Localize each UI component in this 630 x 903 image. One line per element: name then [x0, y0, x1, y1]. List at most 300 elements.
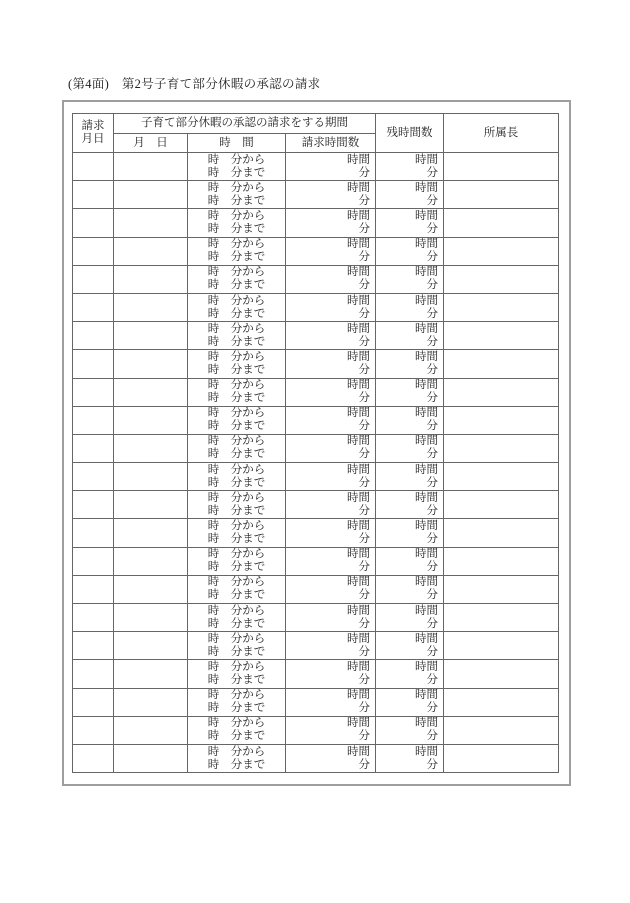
request-date-cell — [73, 716, 114, 744]
time-from-label: 時 分から — [207, 463, 266, 476]
supervisor-cell — [444, 350, 559, 378]
request-date-cell — [73, 406, 114, 434]
table-row — [73, 434, 559, 462]
supervisor-cell — [444, 632, 559, 660]
time-to-label: 時 分まで — [207, 363, 266, 376]
remaining-minutes-label: 分 — [426, 673, 439, 686]
requested-minutes-label: 分 — [358, 645, 371, 658]
table-row — [73, 604, 559, 632]
remaining-hours-label: 時間 — [415, 181, 439, 194]
requested-hours-label: 時間 — [347, 745, 371, 758]
remaining-minutes-label: 分 — [426, 533, 439, 546]
remaining-hours-cell — [376, 688, 444, 716]
request-date-cell — [73, 491, 114, 519]
month-day-cell — [114, 463, 188, 491]
requested-hours-cell — [286, 632, 376, 660]
remaining-minutes-label: 分 — [426, 504, 439, 517]
requested-hours-label: 時間 — [347, 238, 371, 251]
time-to-label: 時 分まで — [207, 730, 266, 743]
remaining-hours-cell — [376, 293, 444, 321]
time-from-label: 時 分から — [207, 294, 266, 307]
requested-hours-label: 時間 — [347, 435, 371, 448]
requested-hours-label: 時間 — [347, 632, 371, 645]
remaining-minutes-label: 分 — [426, 476, 439, 489]
requested-hours-cell — [286, 322, 376, 350]
time-from-label: 時 分から — [207, 717, 266, 730]
request-date-cell — [73, 463, 114, 491]
time-to-label: 時 分まで — [207, 589, 266, 602]
requested-minutes-label: 分 — [358, 392, 371, 405]
time-to-label: 時 分まで — [207, 307, 266, 320]
table-row — [73, 632, 559, 660]
requested-minutes-label: 分 — [358, 363, 371, 376]
supervisor-cell — [444, 519, 559, 547]
remaining-hours-label: 時間 — [415, 238, 439, 251]
requested-hours-label: 時間 — [347, 181, 371, 194]
request-date-cell — [73, 632, 114, 660]
time-to-label: 時 分まで — [207, 673, 266, 686]
time-to-label: 時 分まで — [207, 702, 266, 715]
requested-hours-label: 時間 — [347, 548, 371, 561]
requested-minutes-label: 分 — [358, 533, 371, 546]
remaining-hours-cell — [376, 265, 444, 293]
request-date-cell — [73, 519, 114, 547]
month-day-cell — [114, 519, 188, 547]
request-date-cell — [73, 153, 114, 181]
request-date-cell — [73, 744, 114, 772]
remaining-hours-cell — [376, 463, 444, 491]
time-to-label: 時 分まで — [207, 504, 266, 517]
month-day-cell — [114, 322, 188, 350]
table-row — [73, 322, 559, 350]
requested-hours-label: 時間 — [347, 576, 371, 589]
time-from-label: 時 分から — [207, 407, 266, 420]
time-to-label: 時 分まで — [207, 448, 266, 461]
requested-hours-cell — [286, 660, 376, 688]
requested-minutes-label: 分 — [358, 251, 371, 264]
table-row — [73, 237, 559, 265]
requested-hours-cell — [286, 209, 376, 237]
remaining-hours-label: 時間 — [415, 350, 439, 363]
supervisor-cell — [444, 406, 559, 434]
requested-minutes-label: 分 — [358, 222, 371, 235]
time-from-label: 時 分から — [207, 435, 266, 448]
time-from-label: 時 分から — [207, 660, 266, 673]
header-request-date-line1: 請求 — [81, 120, 105, 132]
request-date-cell — [73, 209, 114, 237]
remaining-minutes-label: 分 — [426, 617, 439, 630]
month-day-cell — [114, 153, 188, 181]
remaining-hours-cell — [376, 575, 444, 603]
time-from-label: 時 分から — [207, 491, 266, 504]
time-range-cell — [188, 322, 286, 350]
month-day-cell — [114, 604, 188, 632]
requested-hours-label: 時間 — [347, 407, 371, 420]
remaining-hours-label: 時間 — [415, 209, 439, 222]
header-requested-hours: 請求時間数 — [286, 133, 376, 153]
month-day-cell — [114, 716, 188, 744]
time-range-cell — [188, 632, 286, 660]
request-date-cell — [73, 378, 114, 406]
requested-hours-cell — [286, 604, 376, 632]
time-range-cell — [188, 181, 286, 209]
remaining-hours-cell — [376, 350, 444, 378]
requested-hours-cell — [286, 434, 376, 462]
supervisor-cell — [444, 604, 559, 632]
remaining-hours-label: 時間 — [415, 266, 439, 279]
requested-minutes-label: 分 — [358, 307, 371, 320]
remaining-hours-label: 時間 — [415, 632, 439, 645]
requested-hours-label: 時間 — [347, 463, 371, 476]
time-to-label: 時 分まで — [207, 758, 266, 771]
request-date-cell — [73, 322, 114, 350]
requested-minutes-label: 分 — [358, 420, 371, 433]
requested-minutes-label: 分 — [358, 448, 371, 461]
remaining-hours-label: 時間 — [415, 548, 439, 561]
requested-minutes-label: 分 — [358, 194, 371, 207]
request-date-cell — [73, 265, 114, 293]
supervisor-cell — [444, 434, 559, 462]
request-date-cell — [73, 688, 114, 716]
remaining-minutes-label: 分 — [426, 307, 439, 320]
request-date-cell — [73, 293, 114, 321]
requested-minutes-label: 分 — [358, 702, 371, 715]
remaining-minutes-label: 分 — [426, 279, 439, 292]
requested-hours-label: 時間 — [347, 266, 371, 279]
time-to-label: 時 分まで — [207, 222, 266, 235]
header-supervisor: 所属長 — [444, 114, 559, 153]
table-row — [73, 406, 559, 434]
table-row — [73, 209, 559, 237]
remaining-minutes-label: 分 — [426, 222, 439, 235]
requested-hours-label: 時間 — [347, 350, 371, 363]
time-range-cell — [188, 434, 286, 462]
header-row-group — [73, 114, 559, 134]
remaining-hours-label: 時間 — [415, 435, 439, 448]
header-request-date — [73, 114, 114, 153]
requested-minutes-label: 分 — [358, 673, 371, 686]
month-day-cell — [114, 209, 188, 237]
remaining-hours-label: 時間 — [415, 604, 439, 617]
request-date-cell — [73, 434, 114, 462]
table-row — [73, 378, 559, 406]
table-row — [73, 265, 559, 293]
remaining-hours-label: 時間 — [415, 379, 439, 392]
table-row — [73, 688, 559, 716]
table-row — [73, 491, 559, 519]
time-from-label: 時 分から — [207, 689, 266, 702]
remaining-hours-cell — [376, 237, 444, 265]
remaining-minutes-label: 分 — [426, 448, 439, 461]
request-date-cell — [73, 604, 114, 632]
requested-minutes-label: 分 — [358, 730, 371, 743]
supervisor-cell — [444, 744, 559, 772]
time-range-cell — [188, 660, 286, 688]
time-from-label: 時 分から — [207, 576, 266, 589]
requested-hours-label: 時間 — [347, 604, 371, 617]
remaining-hours-label: 時間 — [415, 520, 439, 533]
remaining-minutes-label: 分 — [426, 730, 439, 743]
month-day-cell — [114, 491, 188, 519]
remaining-hours-cell — [376, 632, 444, 660]
requested-hours-label: 時間 — [347, 153, 371, 166]
month-day-cell — [114, 265, 188, 293]
requested-hours-cell — [286, 716, 376, 744]
table-row — [73, 547, 559, 575]
remaining-hours-label: 時間 — [415, 491, 439, 504]
time-range-cell — [188, 209, 286, 237]
remaining-hours-cell — [376, 547, 444, 575]
time-from-label: 時 分から — [207, 745, 266, 758]
month-day-cell — [114, 547, 188, 575]
month-day-cell — [114, 406, 188, 434]
remaining-hours-cell — [376, 660, 444, 688]
requested-hours-cell — [286, 463, 376, 491]
request-table — [72, 113, 559, 773]
remaining-hours-cell — [376, 406, 444, 434]
table-row — [73, 153, 559, 181]
table-row — [73, 181, 559, 209]
time-range-cell — [188, 406, 286, 434]
header-time: 時 間 — [188, 133, 286, 153]
requested-hours-label: 時間 — [347, 379, 371, 392]
time-to-label: 時 分まで — [207, 420, 266, 433]
time-from-label: 時 分から — [207, 153, 266, 166]
requested-hours-label: 時間 — [347, 294, 371, 307]
month-day-cell — [114, 744, 188, 772]
request-date-cell — [73, 237, 114, 265]
requested-hours-label: 時間 — [347, 322, 371, 335]
time-from-label: 時 分から — [207, 350, 266, 363]
remaining-hours-cell — [376, 744, 444, 772]
time-from-label: 時 分から — [207, 238, 266, 251]
request-date-cell — [73, 547, 114, 575]
requested-minutes-label: 分 — [358, 279, 371, 292]
remaining-hours-label: 時間 — [415, 463, 439, 476]
time-range-cell — [188, 293, 286, 321]
requested-hours-cell — [286, 181, 376, 209]
time-to-label: 時 分まで — [207, 617, 266, 630]
requested-minutes-label: 分 — [358, 504, 371, 517]
remaining-hours-cell — [376, 716, 444, 744]
table-row — [73, 293, 559, 321]
remaining-hours-cell — [376, 491, 444, 519]
remaining-hours-cell — [376, 153, 444, 181]
supervisor-cell — [444, 575, 559, 603]
time-to-label: 時 分まで — [207, 645, 266, 658]
remaining-minutes-label: 分 — [426, 420, 439, 433]
time-range-cell — [188, 463, 286, 491]
supervisor-cell — [444, 265, 559, 293]
remaining-hours-cell — [376, 209, 444, 237]
requested-minutes-label: 分 — [358, 617, 371, 630]
table-header — [73, 114, 559, 153]
requested-hours-cell — [286, 744, 376, 772]
supervisor-cell — [444, 153, 559, 181]
table-row — [73, 716, 559, 744]
month-day-cell — [114, 293, 188, 321]
time-range-cell — [188, 547, 286, 575]
requested-hours-label: 時間 — [347, 209, 371, 222]
time-range-cell — [188, 350, 286, 378]
time-range-cell — [188, 688, 286, 716]
supervisor-cell — [444, 237, 559, 265]
supervisor-cell — [444, 547, 559, 575]
time-from-label: 時 分から — [207, 322, 266, 335]
remaining-hours-label: 時間 — [415, 717, 439, 730]
remaining-minutes-label: 分 — [426, 251, 439, 264]
time-from-label: 時 分から — [207, 209, 266, 222]
remaining-hours-cell — [376, 519, 444, 547]
time-from-label: 時 分から — [207, 266, 266, 279]
request-date-cell — [73, 660, 114, 688]
remaining-hours-label: 時間 — [415, 689, 439, 702]
supervisor-cell — [444, 716, 559, 744]
time-range-cell — [188, 604, 286, 632]
time-from-label: 時 分から — [207, 604, 266, 617]
time-range-cell — [188, 378, 286, 406]
remaining-minutes-label: 分 — [426, 335, 439, 348]
time-range-cell — [188, 575, 286, 603]
time-range-cell — [188, 265, 286, 293]
month-day-cell — [114, 575, 188, 603]
remaining-minutes-label: 分 — [426, 166, 439, 179]
requested-minutes-label: 分 — [358, 335, 371, 348]
requested-hours-cell — [286, 491, 376, 519]
remaining-hours-cell — [376, 604, 444, 632]
remaining-hours-label: 時間 — [415, 745, 439, 758]
remaining-minutes-label: 分 — [426, 194, 439, 207]
month-day-cell — [114, 350, 188, 378]
requested-hours-cell — [286, 575, 376, 603]
remaining-minutes-label: 分 — [426, 758, 439, 771]
time-to-label: 時 分まで — [207, 194, 266, 207]
time-to-label: 時 分まで — [207, 335, 266, 348]
requested-hours-cell — [286, 265, 376, 293]
remaining-hours-label: 時間 — [415, 153, 439, 166]
requested-hours-cell — [286, 519, 376, 547]
month-day-cell — [114, 237, 188, 265]
remaining-hours-cell — [376, 181, 444, 209]
time-range-cell — [188, 237, 286, 265]
requested-hours-label: 時間 — [347, 689, 371, 702]
time-from-label: 時 分から — [207, 632, 266, 645]
month-day-cell — [114, 181, 188, 209]
requested-minutes-label: 分 — [358, 758, 371, 771]
time-range-cell — [188, 153, 286, 181]
requested-hours-cell — [286, 688, 376, 716]
request-date-cell — [73, 350, 114, 378]
supervisor-cell — [444, 378, 559, 406]
requested-hours-label: 時間 — [347, 520, 371, 533]
time-from-label: 時 分から — [207, 548, 266, 561]
table-body — [73, 153, 559, 773]
form-outer-frame — [62, 100, 571, 786]
remaining-minutes-label: 分 — [426, 363, 439, 376]
time-to-label: 時 分まで — [207, 166, 266, 179]
remaining-minutes-label: 分 — [426, 645, 439, 658]
remaining-hours-cell — [376, 322, 444, 350]
form-title: (第4面) 第2号子育て部分休暇の承認の請求 — [68, 77, 321, 91]
remaining-minutes-label: 分 — [426, 702, 439, 715]
requested-hours-cell — [286, 153, 376, 181]
header-request-date-line2: 月日 — [81, 133, 105, 145]
requested-hours-cell — [286, 547, 376, 575]
month-day-cell — [114, 660, 188, 688]
requested-minutes-label: 分 — [358, 476, 371, 489]
time-to-label: 時 分まで — [207, 533, 266, 546]
header-month-day: 月 日 — [114, 133, 188, 153]
requested-hours-cell — [286, 237, 376, 265]
requested-hours-cell — [286, 378, 376, 406]
requested-minutes-label: 分 — [358, 561, 371, 574]
supervisor-cell — [444, 209, 559, 237]
time-range-cell — [188, 519, 286, 547]
request-date-cell — [73, 575, 114, 603]
month-day-cell — [114, 434, 188, 462]
requested-minutes-label: 分 — [358, 589, 371, 602]
requested-hours-cell — [286, 406, 376, 434]
supervisor-cell — [444, 660, 559, 688]
time-to-label: 時 分まで — [207, 392, 266, 405]
month-day-cell — [114, 632, 188, 660]
time-to-label: 時 分まで — [207, 251, 266, 264]
supervisor-cell — [444, 491, 559, 519]
requested-hours-cell — [286, 293, 376, 321]
remaining-minutes-label: 分 — [426, 589, 439, 602]
time-from-label: 時 分から — [207, 379, 266, 392]
time-to-label: 時 分まで — [207, 279, 266, 292]
remaining-hours-cell — [376, 434, 444, 462]
header-remaining-hours: 残時間数 — [376, 114, 444, 153]
table-row — [73, 350, 559, 378]
remaining-hours-label: 時間 — [415, 322, 439, 335]
time-to-label: 時 分まで — [207, 561, 266, 574]
time-range-cell — [188, 491, 286, 519]
requested-hours-label: 時間 — [347, 717, 371, 730]
requested-hours-label: 時間 — [347, 491, 371, 504]
supervisor-cell — [444, 181, 559, 209]
supervisor-cell — [444, 463, 559, 491]
remaining-hours-label: 時間 — [415, 576, 439, 589]
time-from-label: 時 分から — [207, 181, 266, 194]
table-row — [73, 575, 559, 603]
time-from-label: 時 分から — [207, 520, 266, 533]
month-day-cell — [114, 688, 188, 716]
remaining-minutes-label: 分 — [426, 561, 439, 574]
supervisor-cell — [444, 322, 559, 350]
time-range-cell — [188, 744, 286, 772]
remaining-hours-label: 時間 — [415, 294, 439, 307]
remaining-hours-label: 時間 — [415, 660, 439, 673]
time-range-cell — [188, 716, 286, 744]
table-row — [73, 744, 559, 772]
remaining-hours-cell — [376, 378, 444, 406]
supervisor-cell — [444, 293, 559, 321]
requested-hours-cell — [286, 350, 376, 378]
remaining-hours-label: 時間 — [415, 407, 439, 420]
supervisor-cell — [444, 688, 559, 716]
time-to-label: 時 分まで — [207, 476, 266, 489]
requested-minutes-label: 分 — [358, 166, 371, 179]
requested-hours-label: 時間 — [347, 660, 371, 673]
table-row — [73, 519, 559, 547]
table-row — [73, 463, 559, 491]
request-date-cell — [73, 181, 114, 209]
month-day-cell — [114, 378, 188, 406]
header-period-group: 子育て部分休暇の承認の請求をする期間 — [114, 114, 376, 134]
table-row — [73, 660, 559, 688]
